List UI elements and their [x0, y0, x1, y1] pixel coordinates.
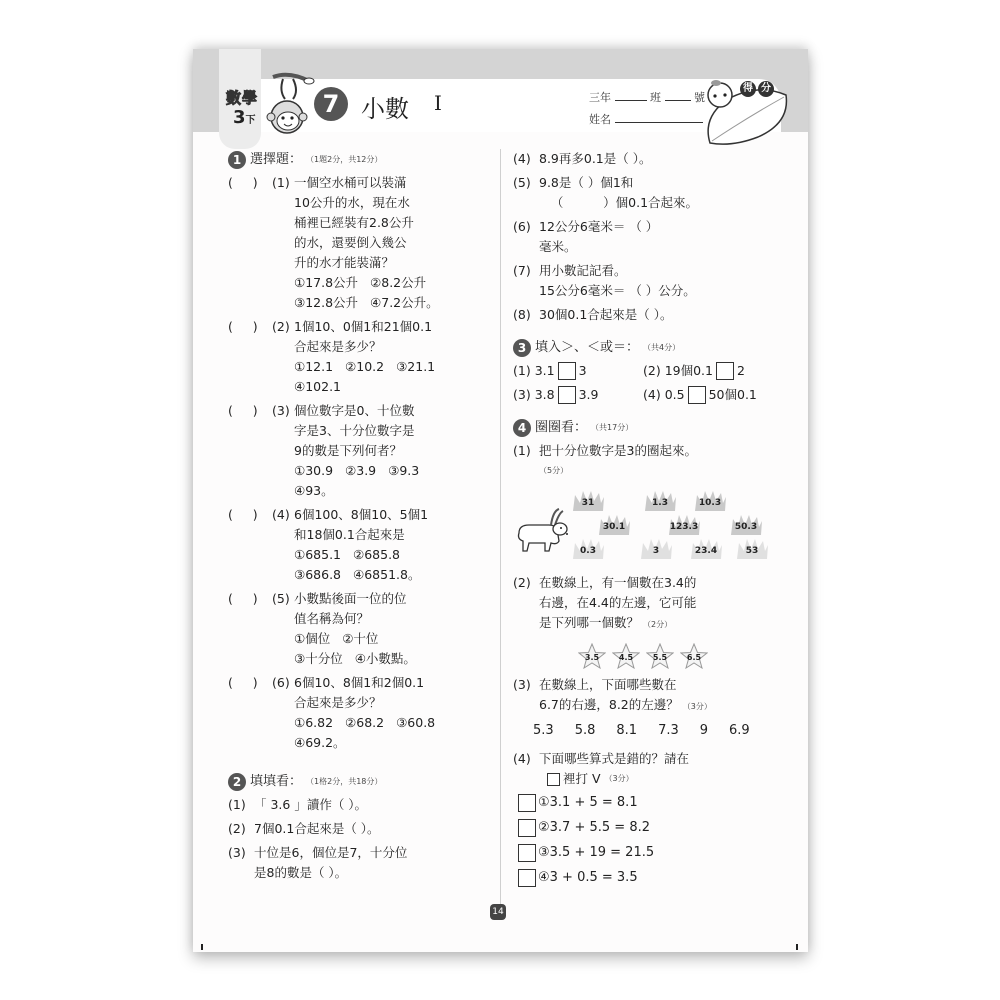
fill-question-2[interactable]	[228, 819, 493, 839]
question-number: (8)	[513, 307, 531, 322]
grade-number: 3	[233, 107, 246, 128]
option: ③12.8公升	[294, 295, 359, 310]
compare-right: 3	[578, 363, 587, 378]
question-number: (2)	[272, 319, 290, 334]
question-text: 和18個0.1合起來是	[294, 527, 405, 542]
question-text: 在數線上，下面哪些數在	[539, 677, 677, 692]
option: ①12.1	[294, 359, 334, 374]
equation-checkbox[interactable]	[518, 869, 536, 887]
student-info	[589, 87, 705, 131]
section-title: 圈圈看：	[535, 420, 588, 435]
question-text: 6個100、8個10、5個1	[294, 507, 429, 522]
compare-item-4	[643, 385, 793, 405]
choice-question-6	[228, 673, 493, 753]
grade-suffix: 下	[245, 115, 256, 126]
equation-checkbox[interactable]	[518, 794, 536, 812]
fill-question-4[interactable]	[513, 149, 793, 169]
points-note: （3分）	[604, 774, 634, 783]
points-note: （3分）	[682, 702, 712, 711]
question-text: 升的水才能裝滿？	[294, 255, 395, 270]
section-number-badge: 1	[228, 151, 246, 169]
option: ④93。	[294, 483, 334, 498]
right-column	[513, 149, 793, 893]
left-column	[228, 149, 493, 887]
section-2-header	[228, 771, 493, 793]
option: ③9.3	[388, 463, 420, 478]
question-text: 小數點後面一位的位	[294, 591, 407, 606]
choice-question-1	[228, 173, 493, 313]
answer-blank[interactable]: ( )	[228, 675, 258, 690]
score-area	[698, 77, 790, 147]
question-number: (4)	[513, 751, 531, 766]
number-option[interactable]: 9	[699, 723, 709, 738]
score-label-char: 得	[740, 81, 756, 97]
option: ②3.9	[345, 463, 377, 478]
question-number: (6)	[272, 675, 290, 690]
circle-question-2	[513, 573, 793, 635]
column-divider	[500, 149, 501, 909]
option: ①6.82	[294, 715, 334, 730]
question-text: 合起來是多少？	[294, 695, 382, 710]
question-number: (1)	[513, 363, 531, 378]
question-text: 30個0.1合起來是（ ）。	[539, 307, 673, 322]
equation-checkbox[interactable]	[518, 819, 536, 837]
answer-blank[interactable]: ( )	[228, 507, 258, 522]
equation-text: ②3.7 + 5.5 = 8.2	[538, 820, 650, 835]
answer-box[interactable]	[688, 386, 706, 404]
compare-left: 3.8	[534, 387, 555, 402]
option: ①個位	[294, 631, 331, 646]
grass-number[interactable]: 30.1	[595, 513, 633, 535]
question-number: (7)	[513, 263, 531, 278]
fill-question-3[interactable]	[228, 843, 493, 883]
question-text: 6個10、8個1和2個0.1	[294, 675, 425, 690]
equation-row	[513, 843, 793, 863]
option: ④102.1	[294, 379, 341, 394]
star-option[interactable]: 4.5	[612, 643, 640, 669]
grade-label	[233, 107, 256, 128]
answer-blank[interactable]: ( )	[228, 591, 258, 606]
option: ②10.2	[345, 359, 385, 374]
option: ④小數點。	[354, 651, 416, 666]
crop-mark	[796, 944, 798, 950]
question-text: 1個10、0個1和21個0.1	[294, 319, 433, 334]
circle-question-1	[513, 441, 793, 481]
question-number: (1)	[228, 797, 246, 812]
question-text: 6.7的右邊，8.2的左邊？	[539, 697, 679, 712]
fill-question-7[interactable]	[513, 261, 793, 301]
question-text: 8.9再多0.1是（ ）。	[539, 151, 652, 166]
fill-question-8[interactable]	[513, 305, 793, 325]
grass-number[interactable]: 0.3	[571, 537, 605, 559]
question-number: (3)	[228, 845, 246, 860]
question-text: 9的數是下列何者？	[294, 443, 402, 458]
compare-item-1	[513, 361, 643, 381]
option: ②8.2公升	[370, 275, 427, 290]
fill-question-5[interactable]	[513, 173, 793, 213]
grass-number[interactable]: 123.3	[663, 513, 705, 535]
question-text: 7個0.1合起來是（ ）。	[254, 821, 380, 836]
grass-number[interactable]: 3	[639, 537, 673, 559]
question-text: 把十分位數字是3的圈起來。	[539, 443, 697, 458]
question-text: 個位數字是0、十位數	[294, 403, 415, 418]
option: ④7.2公升。	[370, 295, 439, 310]
section-title: 填入＞、＜或＝：	[535, 340, 640, 355]
option: ①17.8公升	[294, 275, 359, 290]
compare-right: 2	[737, 363, 745, 378]
number-option[interactable]: 7.3	[658, 723, 679, 738]
equation-row	[513, 868, 793, 888]
grass-number[interactable]: 1.3	[643, 489, 677, 511]
grass-number-field	[513, 485, 793, 567]
question-number: (1)	[513, 443, 531, 458]
option: ④69.2。	[294, 735, 346, 750]
question-text: 「 3.6 」讀作（ ）。	[254, 797, 368, 812]
question-text: （ ）個0.1合起來。	[539, 195, 699, 210]
answer-box[interactable]	[716, 362, 734, 380]
equation-row	[513, 818, 793, 838]
grass-number[interactable]: 31	[571, 489, 605, 511]
name-field[interactable]	[615, 111, 703, 123]
section-title: 選擇題：	[250, 152, 303, 167]
unit-title: 小數	[361, 95, 409, 123]
answer-blank[interactable]: ( )	[228, 175, 258, 190]
question-number: (3)	[272, 403, 290, 418]
question-text: 15公分6毫米＝ （ ）公分。	[539, 283, 696, 298]
unit-part: I	[434, 91, 442, 115]
question-text: 一個空水桶可以裝滿	[294, 175, 407, 190]
number-option[interactable]: 5.3	[533, 723, 554, 738]
points-note: （2分）	[643, 620, 673, 629]
compare-item-2	[643, 361, 793, 381]
star-option[interactable]: 5.5	[646, 643, 674, 669]
number-options	[513, 721, 793, 741]
section-number-badge: 3	[513, 339, 531, 357]
question-number: (6)	[513, 219, 531, 234]
equation-text: ④3 + 0.5 = 3.5	[538, 870, 638, 885]
points-note: （5分）	[539, 466, 569, 475]
question-text: 的水，還要倒入幾公	[294, 235, 407, 250]
worksheet-page	[193, 49, 808, 952]
option: ②685.8	[353, 547, 400, 562]
section-1-header	[228, 149, 493, 171]
grade-label: 三年	[589, 91, 611, 104]
compare-right: 3.9	[578, 387, 599, 402]
option: ②68.2	[345, 715, 385, 730]
answer-box[interactable]	[558, 362, 576, 380]
option: ③686.8	[294, 567, 341, 582]
subject-label: 數學	[226, 89, 259, 107]
page-number: 14	[490, 904, 506, 920]
equation-text: ③3.5 + 19 = 21.5	[538, 845, 655, 860]
fill-question-6[interactable]	[513, 217, 793, 257]
fill-question-1[interactable]	[228, 795, 493, 815]
class-label: 班	[650, 91, 661, 104]
section-points-note: （1題2分，共12分）	[306, 155, 383, 164]
option: ②十位	[342, 631, 379, 646]
unit-number-badge: 7	[314, 87, 348, 121]
monkey-mascot-icon	[259, 71, 319, 141]
option: ④6851.8。	[353, 567, 421, 582]
question-number: (2)	[643, 363, 661, 378]
grass-number[interactable]: 50.3	[727, 513, 765, 535]
grass-number[interactable]: 23.4	[689, 537, 723, 559]
question-text: 桶裡已經裝有2.8公升	[294, 215, 414, 230]
compare-item-3	[513, 385, 643, 405]
section-points-note: （共17分）	[591, 423, 634, 432]
circle-question-4	[513, 749, 793, 789]
section-points-note: （1格2分，共18分）	[306, 777, 383, 786]
compare-right: 50個0.1	[708, 387, 757, 402]
instruction-text: 裡打 V	[563, 771, 601, 786]
section-points-note: （共4分）	[643, 343, 681, 352]
question-number: (2)	[228, 821, 246, 836]
grass-number[interactable]: 53	[735, 537, 769, 559]
question-text: 在數線上，有一個數在3.4的	[539, 575, 697, 590]
choice-question-5	[228, 589, 493, 669]
section-number-badge: 2	[228, 773, 246, 791]
question-text: 值名稱為何？	[294, 611, 370, 626]
checkbox-example-icon	[547, 773, 560, 786]
question-text: 十位是6，個位是7，十分位	[254, 845, 408, 860]
compare-left: 19個0.1	[664, 363, 713, 378]
choice-question-3	[228, 401, 493, 501]
question-number: (4)	[643, 387, 661, 402]
equation-row	[513, 793, 793, 813]
question-number: (2)	[513, 575, 531, 590]
number-option[interactable]: 5.8	[574, 723, 596, 738]
question-text: 用小數記記看。	[539, 263, 627, 278]
option: ③21.1	[396, 359, 436, 374]
question-text: 下面哪些算式是錯的？請在	[539, 751, 690, 766]
question-text: 合起來是多少？	[294, 339, 382, 354]
option: ③60.8	[396, 715, 436, 730]
section-3-header	[513, 337, 793, 359]
question-text: 字是3、十分位數字是	[294, 423, 415, 438]
question-number: (4)	[272, 507, 290, 522]
name-label: 姓名	[589, 113, 611, 126]
compare-grid	[513, 361, 793, 405]
goat-icon	[513, 507, 571, 557]
option: ①685.1	[294, 547, 341, 562]
circle-question-3	[513, 675, 793, 717]
question-number: (4)	[513, 151, 531, 166]
question-text: 毫米。	[539, 239, 577, 254]
seat-label: 號	[694, 91, 705, 104]
question-number: (3)	[513, 387, 531, 402]
option: ①30.9	[294, 463, 334, 478]
question-text: 右邊，在4.4的左邊，它可能	[539, 595, 697, 610]
choice-question-4	[228, 505, 493, 585]
number-option[interactable]: 8.1	[616, 723, 638, 738]
question-text: 是下列哪一個數？	[539, 615, 640, 630]
question-number: (5)	[272, 591, 290, 606]
score-label-char: 分	[758, 81, 774, 97]
answer-blank[interactable]: ( )	[228, 319, 258, 334]
compare-left: 0.5	[664, 387, 685, 402]
star-options	[513, 643, 793, 669]
crop-mark	[201, 944, 203, 950]
class-field[interactable]	[615, 89, 647, 101]
star-option[interactable]: 6.5	[680, 643, 708, 669]
question-number: (1)	[272, 175, 290, 190]
section-number-badge: 4	[513, 419, 531, 437]
section-4-header	[513, 417, 793, 439]
question-text: 12公分6毫米＝ （ ）	[539, 219, 659, 234]
question-number: (3)	[513, 677, 531, 692]
answer-blank[interactable]: ( )	[228, 403, 258, 418]
equation-text: ①3.1 + 5 = 8.1	[538, 795, 638, 810]
question-text: 10公升的水，現在水	[294, 195, 410, 210]
answer-box[interactable]	[558, 386, 576, 404]
question-number: (5)	[513, 175, 531, 190]
question-text: 9.8是（ ）個1和	[539, 175, 634, 190]
equation-checkbox[interactable]	[518, 844, 536, 862]
question-text: 是8的數是（ ）。	[254, 865, 348, 880]
grass-number[interactable]: 10.3	[693, 489, 727, 511]
star-option[interactable]: 3.5	[578, 643, 606, 669]
option: ③十分位	[294, 651, 343, 666]
section-title: 填填看：	[250, 774, 303, 789]
number-option[interactable]: 6.9	[729, 723, 750, 738]
choice-question-2	[228, 317, 493, 397]
compare-left: 3.1	[534, 363, 555, 378]
seat-field[interactable]	[665, 89, 691, 101]
